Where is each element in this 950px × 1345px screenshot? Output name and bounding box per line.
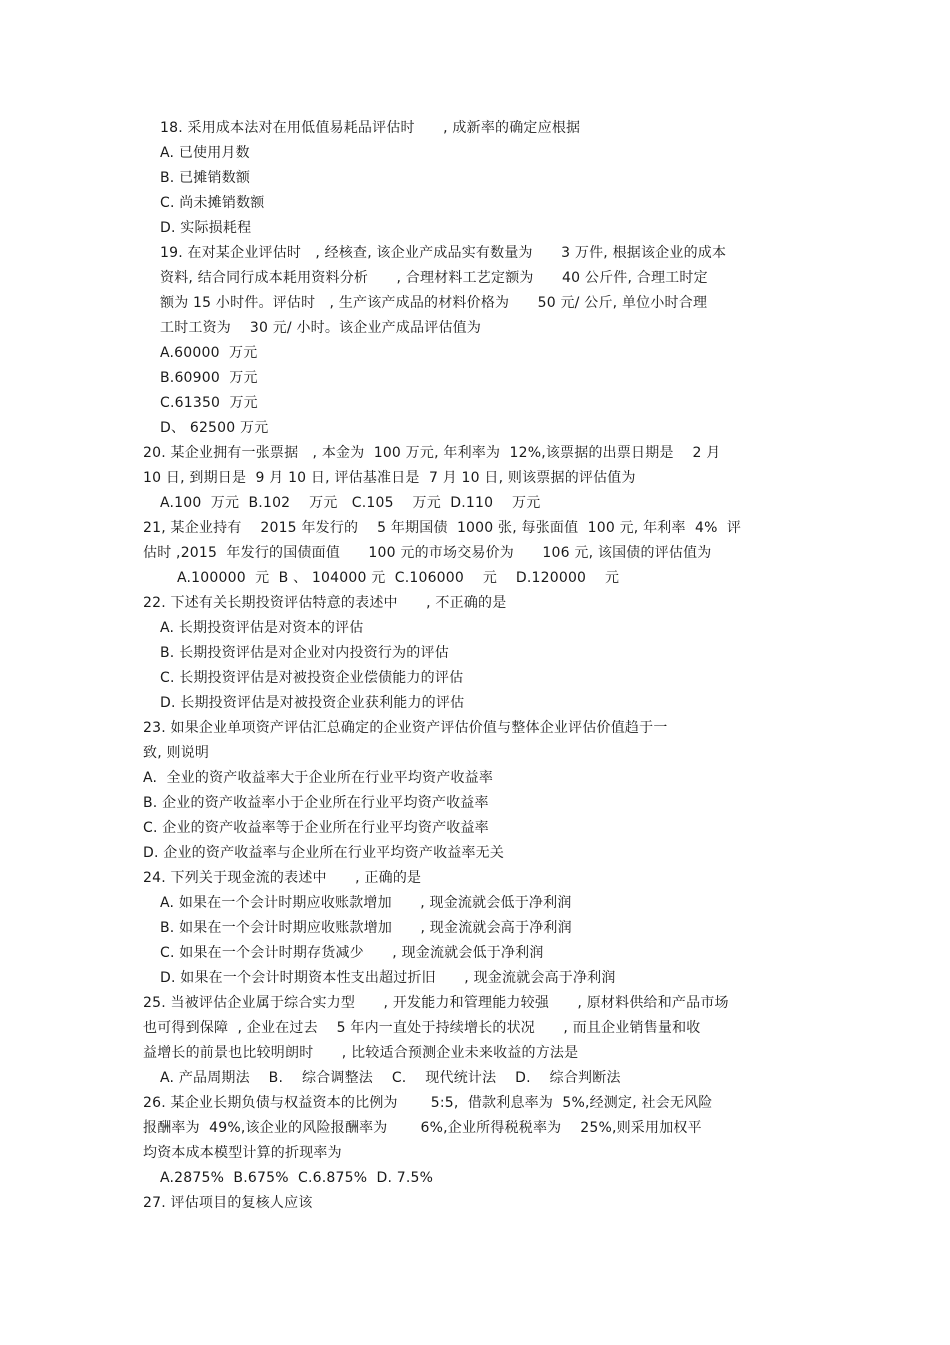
- question-23-option-a: A. 全业的资产收益率大于企业所在行业平均资产收益率: [143, 770, 494, 786]
- question-24-option-c: C. 如果在一个会计时期存货减少 , 现金流就会低于净利润: [160, 945, 544, 961]
- question-18-option-b: B. 已摊销数额: [160, 170, 251, 186]
- question-24-stem: 24. 下列关于现金流的表述中 , 正确的是: [143, 870, 422, 886]
- question-22-option-a: A. 长期投资评估是对资本的评估: [160, 620, 364, 636]
- question-25-stem-line-2: 也可得到保障 , 企业在过去 5 年内一直处于持续增长的状况 , 而且企业销售量和收: [143, 1020, 701, 1036]
- question-25-options: A. 产品周期法 B. 综合调整法 C. 现代统计法 D. 综合判断法: [160, 1070, 621, 1086]
- question-26-stem-line-2: 报酬率为 49%,该企业的风险报酬率为 6%,企业所得税税率为 25%,则采用加权平: [143, 1120, 702, 1136]
- question-21-stem-line-1: 21, 某企业持有 2015 年发行的 5 年期国债 1000 张, 每张面值 100 元, 年利率 4% 评: [143, 520, 742, 536]
- question-19-stem-line-1: 19. 在对某企业评估时 , 经核查, 该企业产成品实有数量为 3 万件, 根据该企业的成本: [160, 245, 727, 261]
- question-21-stem-line-2: 估时 ,2015 年发行的国债面值 100 元的市场交易价为 106 元, 该国债的评估值为: [143, 545, 712, 561]
- question-23-option-c: C. 企业的资产收益率等于企业所在行业平均资产收益率: [143, 820, 489, 836]
- question-24-option-b: B. 如果在一个会计时期应收账款增加 , 现金流就会高于净利润: [160, 920, 572, 936]
- question-21-options: A.100000 元 B 、 104000 元 C.106000 元 D.120000 元: [177, 570, 620, 586]
- question-23-option-d: D. 企业的资产收益率与企业所在行业平均资产收益率无关: [143, 845, 505, 861]
- question-22-option-d: D. 长期投资评估是对被投资企业获利能力的评估: [160, 695, 465, 711]
- question-20-options: A.100 万元 B.102 万元 C.105 万元 D.110 万元: [160, 495, 541, 511]
- question-24-option-d: D. 如果在一个会计时期资本性支出超过折旧 , 现金流就会高于净利润: [160, 970, 616, 986]
- question-19-stem-line-2: 资料, 结合同行成本耗用资料分析 , 合理材料工艺定额为 40 公斤件, 合理工时定: [160, 270, 708, 286]
- question-25-stem-line-3: 益增长的前景也比较明朗时 , 比较适合预测企业未来收益的方法是: [143, 1045, 579, 1061]
- question-24-option-a: A. 如果在一个会计时期应收账款增加 , 现金流就会低于净利润: [160, 895, 572, 911]
- question-26-stem-line-3: 均资本成本模型计算的折现率为: [143, 1145, 342, 1161]
- question-19-stem-line-3: 额为 15 小时件。评估时 , 生产该产成品的材料价格为 50 元/ 公斤, 单位小时合理: [160, 295, 708, 311]
- question-20-stem-line-2: 10 日, 到期日是 9 月 10 日, 评估基准日是 7 月 10 日, 则该票据的评估值为: [143, 470, 636, 486]
- question-26-options: A.2875% B.675% C.6.875% D. 7.5%: [160, 1170, 434, 1186]
- question-18-option-c: C. 尚未摊销数额: [160, 195, 265, 211]
- question-19-stem-line-4: 工时工资为 30 元/ 小时。该企业产成品评估值为: [160, 320, 482, 336]
- question-25-stem-line-1: 25. 当被评估企业属于综合实力型 , 开发能力和管理能力较强 , 原材料供给和产品市场: [143, 995, 729, 1011]
- question-23-option-b: B. 企业的资产收益率小于企业所在行业平均资产收益率: [143, 795, 489, 811]
- question-22-option-c: C. 长期投资评估是对被投资企业偿债能力的评估: [160, 670, 464, 686]
- question-18-option-a: A. 已使用月数: [160, 145, 250, 161]
- question-22-stem: 22. 下述有关长期投资评估特意的表述中 , 不正确的是: [143, 595, 507, 611]
- question-19-option-c: C.61350 万元: [160, 395, 258, 411]
- question-19-option-d: D、 62500 万元: [160, 420, 269, 436]
- question-20-stem-line-1: 20. 某企业拥有一张票据 , 本金为 100 万元, 年利率为 12%,该票据的出票日期是 2 月: [143, 445, 721, 461]
- question-18-stem: 18. 采用成本法对在用低值易耗品评估时 , 成新率的确定应根据: [160, 120, 581, 136]
- question-27-stem: 27. 评估项目的复核人应该: [143, 1195, 313, 1211]
- question-23-stem-line-2: 致, 则说明: [143, 745, 210, 761]
- question-26-stem-line-1: 26. 某企业长期负债与权益资本的比例为 5:5, 借款利息率为 5%,经测定, 社会无风险: [143, 1095, 713, 1111]
- question-23-stem-line-1: 23. 如果企业单项资产评估汇总确定的企业资产评估价值与整体企业评估价值趋于一: [143, 720, 668, 736]
- question-18-option-d: D. 实际损耗程: [160, 220, 252, 236]
- question-19-option-a: A.60000 万元: [160, 345, 258, 361]
- question-22-option-b: B. 长期投资评估是对企业对内投资行为的评估: [160, 645, 449, 661]
- question-19-option-b: B.60900 万元: [160, 370, 258, 386]
